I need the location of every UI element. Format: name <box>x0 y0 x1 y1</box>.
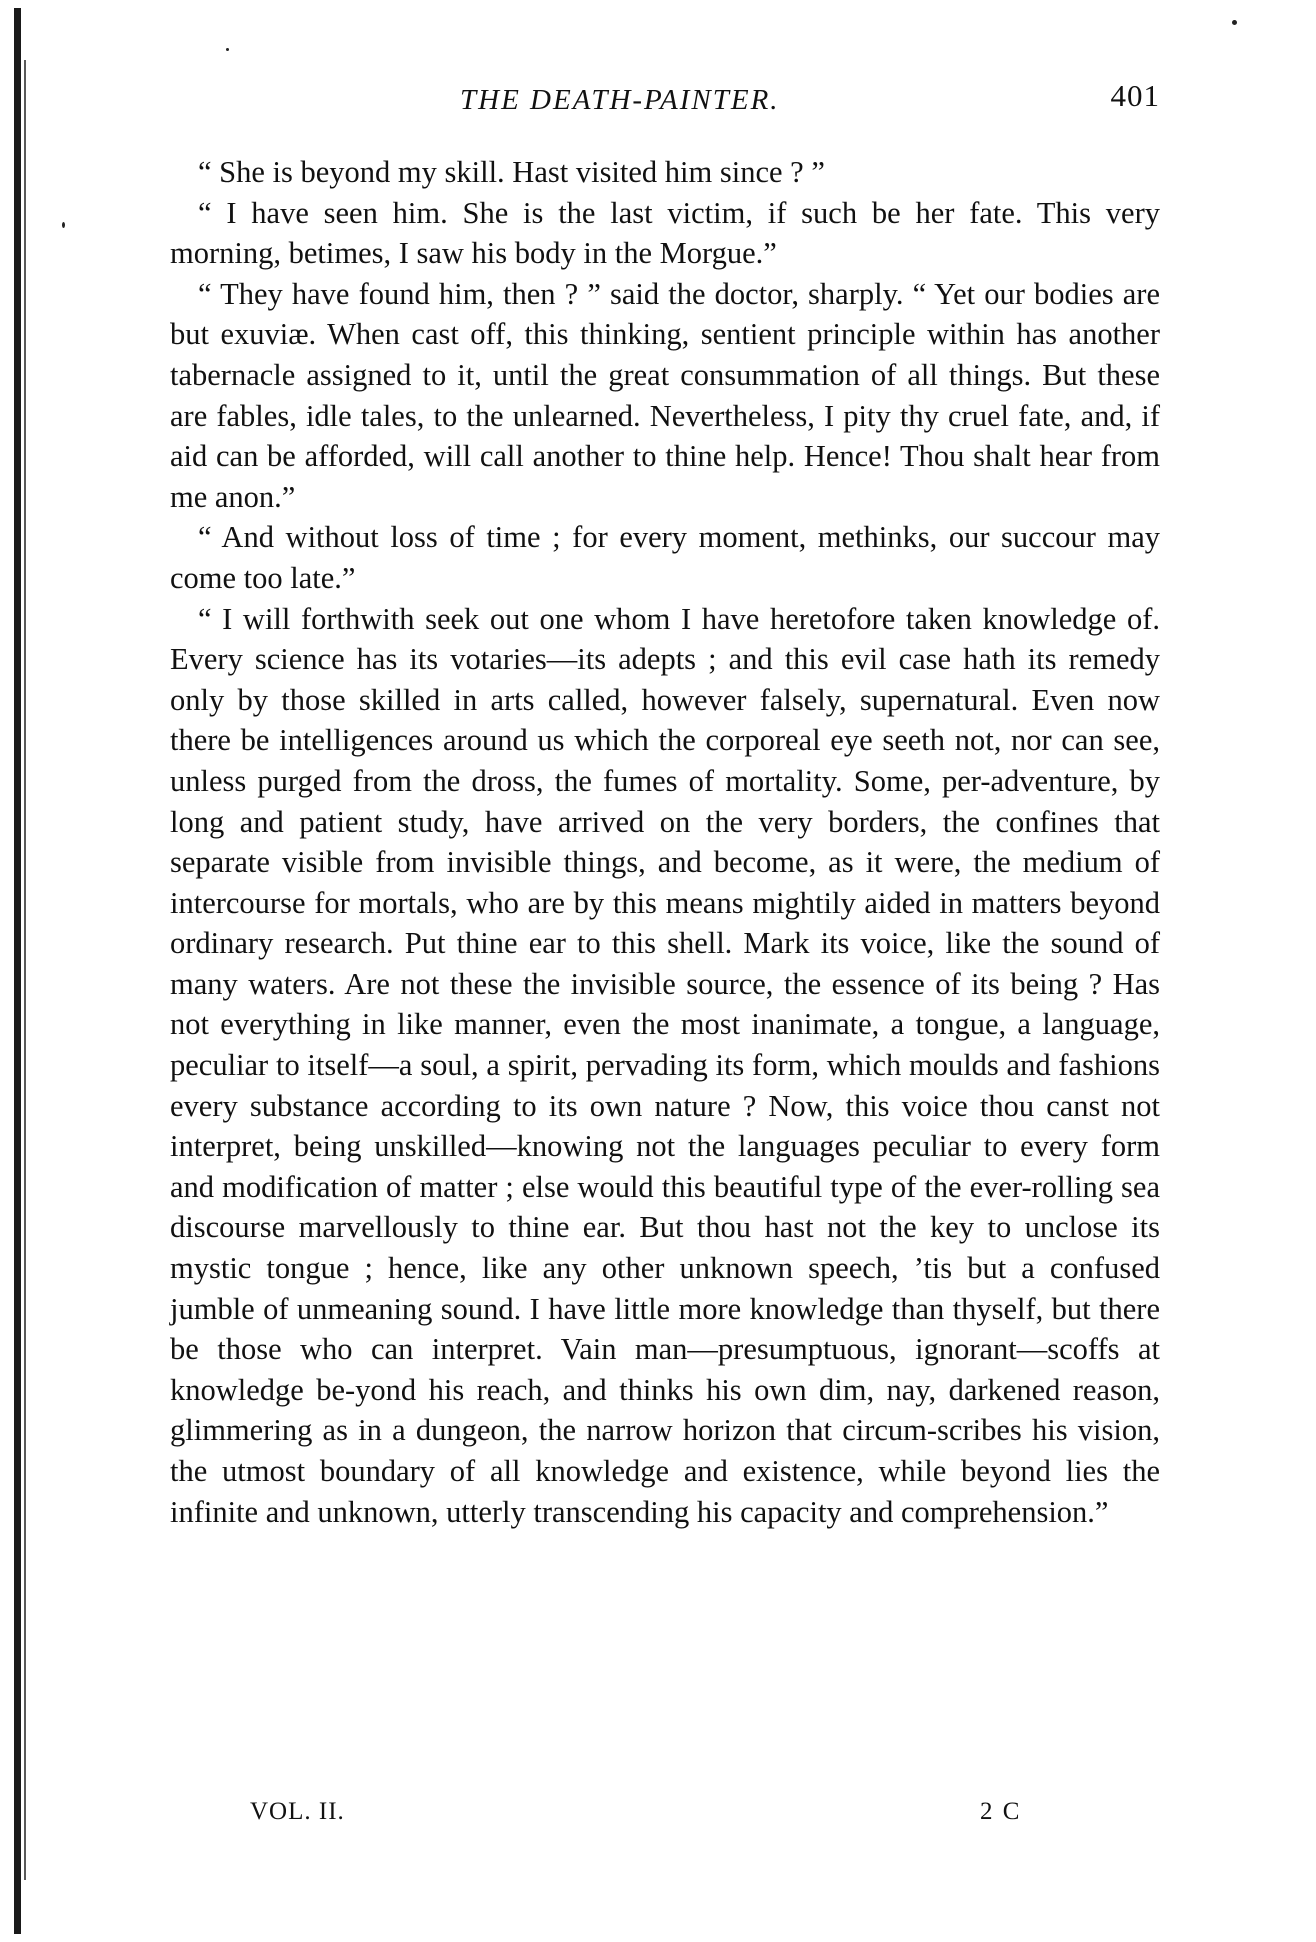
signature-mark: 2 C <box>980 1798 1022 1825</box>
paragraph: “ I have seen him. She is the last victim, if such be her fate. This very morning, betimes, I saw his body in the Morgue.” <box>170 195 1160 271</box>
page-binding-shadow <box>24 60 26 1880</box>
paper-speck <box>226 48 229 51</box>
paper-speck <box>62 222 65 228</box>
paragraph: “ And without loss of time ; for every moment, methinks, our succour may come too late.” <box>170 520 1160 595</box>
page-footer <box>250 1798 1050 1838</box>
paper-speck <box>1232 20 1237 25</box>
running-head <box>170 78 1160 124</box>
running-title: THE DEATH-PAINTER. <box>460 84 780 116</box>
paragraph: “ I will forthwith seek out one whom I have heretofore taken knowledge of. Every science has its votaries—its adepts ; and this evil case hath its remedy only by those skilled in arts called, however falsely, supernatural. Even now there be intelligences around us which the corporeal eye seeth not, nor can see, unless purged from the dross, the fumes of mortality. Some, per-adventure, by long and patient study, have arrived on the very borders, the confines that separate visible from invisible things, and become, as it were, the medium of intercourse for mortals, who are by this means mightily aided in matters beyond ordinary research. Put thine ear to this shell. Mark its voice, like the sound of many waters. Are not these the invisible source, the essence of its being ? Has not everything in like manner, even the most inanimate, a tongue, a language, peculiar to itself—a soul, a spirit, pervading its form, which moulds and fashions every substance according to its own nature ? Now, this voice thou canst not interpret, being unskilled—knowing not the languages peculiar to every form and modification of matter ; else would this beautiful type of the ever-rolling sea discourse marvellously to thine ear. But thou hast not the key to unclose its mystic tongue ; hence, like any other unknown speech, ’tis but a confused jumble of unmeaning sound. I have little more knowledge than thyself, but there be those who can interpret. Vain man—presumptuous, ignorant—scoffs at knowledge be-yond his reach, and thinks his own dim, nay, darkened reason, glimmering as in a dungeon, the narrow horizon that circum-scribes his vision, the utmost boundary of all knowledge and existence, while beyond lies the infinite and unknown, utterly transcending his capacity and comprehension.” <box>170 601 1160 1529</box>
body-text <box>170 152 1160 1532</box>
paragraph: “ She is beyond my skill. Hast visited him since ? ” <box>198 155 825 189</box>
paragraph: “ They have found him, then ? ” said the doctor, sharply. “ Yet our bodies are but exuviæ. When cast off, this thinking, sentient principle within has another tabernacle assigned to it, until the great consummation of all things. But these are fables, idle tales, to the unlearned. Nevertheless, I pity thy cruel fate, and, if aid can be afforded, will call another to thine help. Hence! Thou shalt hear from me anon.” <box>170 276 1160 514</box>
page-binding-edge <box>14 8 21 1934</box>
volume-label: VOL. II. <box>250 1798 345 1825</box>
page-number: 401 <box>1110 78 1160 113</box>
